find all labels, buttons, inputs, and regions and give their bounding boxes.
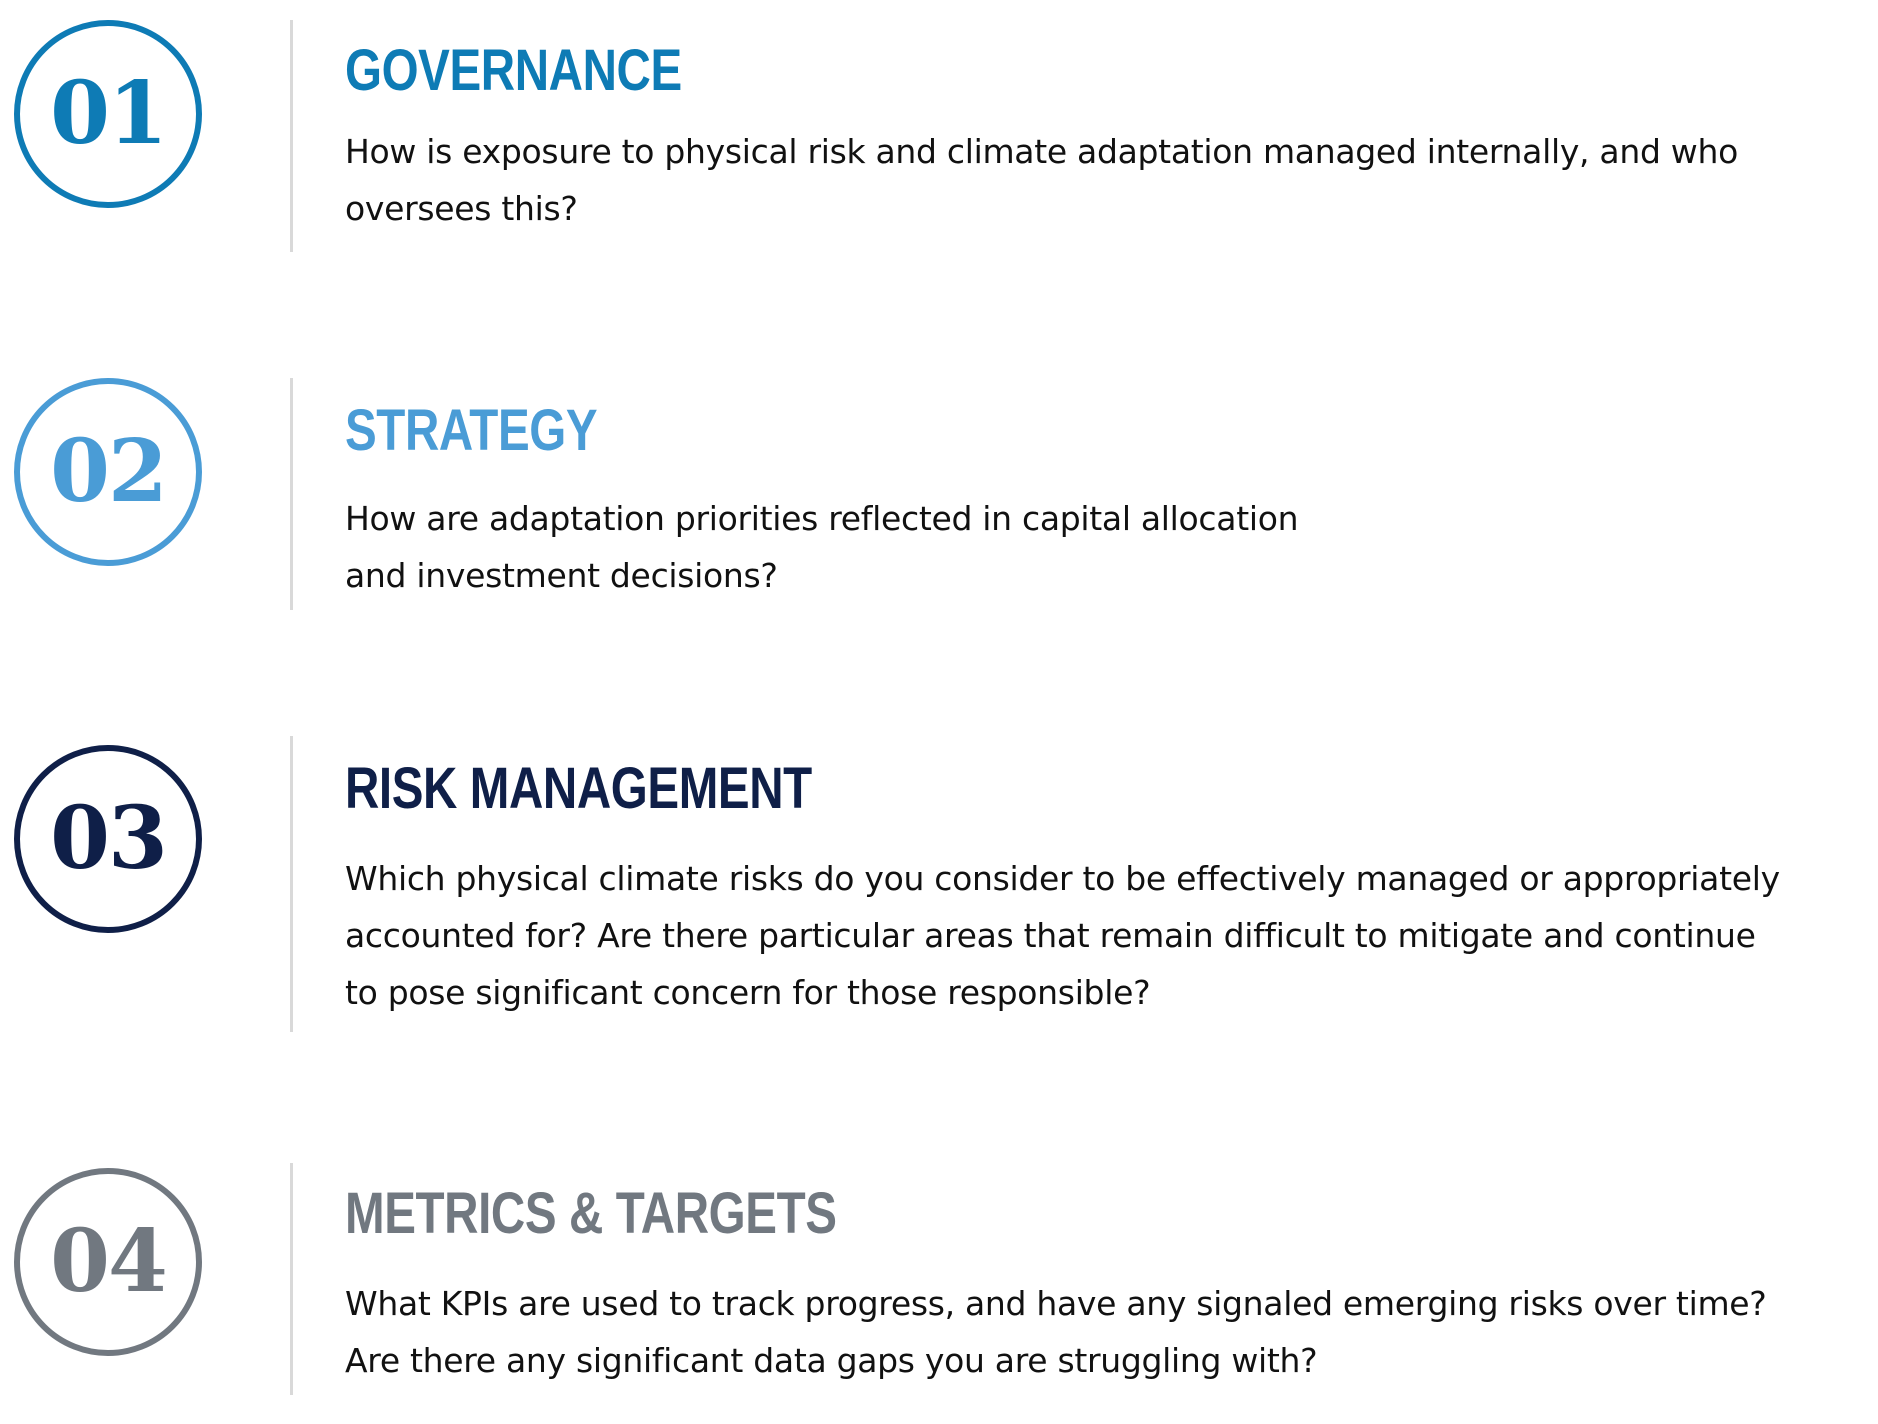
number-circle-01	[14, 20, 202, 208]
section-question	[345, 123, 1738, 237]
number-circle-02	[14, 378, 202, 566]
question-line: accounted for? Are there particular areas that remain difficult to mitigate and continue	[345, 916, 1756, 955]
section-question	[345, 490, 1298, 604]
vertical-divider	[290, 736, 293, 1032]
question-line: Are there any significant data gaps you are struggling with?	[345, 1341, 1318, 1380]
section-number: 04	[50, 1211, 166, 1312]
vertical-divider	[290, 20, 293, 252]
number-circle-03	[14, 745, 202, 933]
section-number: 03	[50, 788, 166, 889]
question-line: to pose significant concern for those responsible?	[345, 973, 1151, 1012]
question-line: How is exposure to physical risk and climate adaptation managed internally, and who	[345, 132, 1739, 171]
question-line: Which physical climate risks do you consider to be effectively managed or appropriately	[345, 859, 1780, 898]
section-number: 02	[50, 421, 166, 522]
section-title: RISK MANAGEMENT	[345, 756, 812, 821]
question-line: and investment decisions?	[345, 556, 778, 595]
section-title: METRICS & TARGETS	[345, 1181, 837, 1246]
section-title: GOVERNANCE	[345, 38, 682, 103]
question-line: oversees this?	[345, 189, 578, 228]
section-title: STRATEGY	[345, 398, 598, 463]
section-question	[345, 850, 1780, 1021]
question-line: How are adaptation priorities reflected in capital allocation	[345, 499, 1299, 538]
section-number: 01	[50, 63, 166, 164]
vertical-divider	[290, 378, 293, 610]
vertical-divider	[290, 1163, 293, 1395]
question-line: What KPIs are used to track progress, and have any signaled emerging risks over time?	[345, 1284, 1767, 1323]
number-circle-04	[14, 1168, 202, 1356]
section-question	[345, 1275, 1767, 1389]
